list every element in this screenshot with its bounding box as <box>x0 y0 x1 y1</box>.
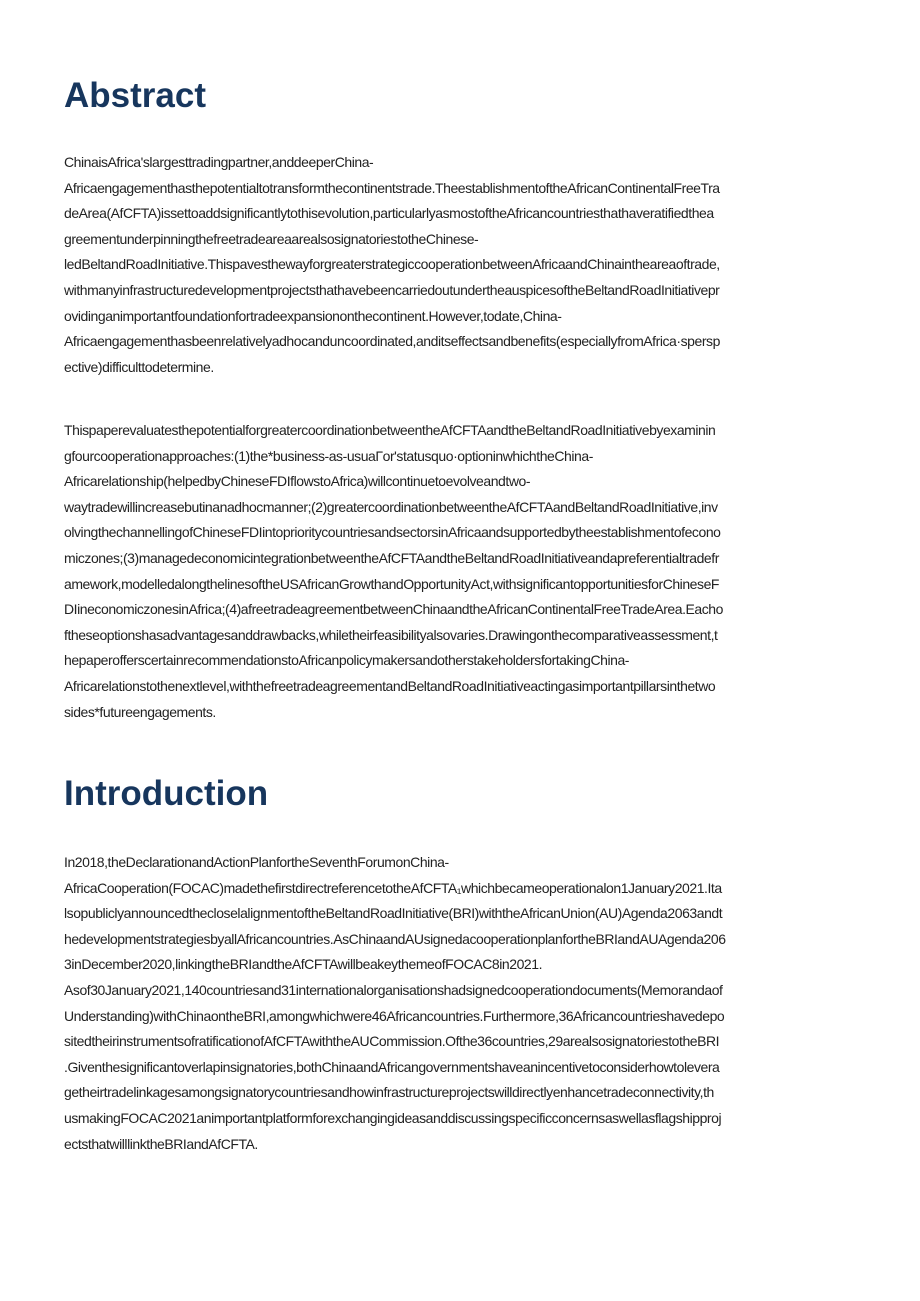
text-line: usmakingFOCAC2021animportantplatformforexchangingideasanddiscussingspecificconcernsaswellasflagshipproj <box>64 1109 722 1126</box>
text-line: withmanyinfrastructuredevelopmentprojectsthathavebeencarriedoutundertheauspicesoftheBeltandRoadInitiativepr <box>64 281 720 298</box>
text-line: greementunderpinningthefreetradeareaarealsosignatoriestotheChinese- <box>64 230 479 247</box>
text-line: ThispaperevaluatesthepotentialforgreatercoordinationbetweentheAfCFTAandtheBeltandRoadInitiativebyexaminin <box>64 422 716 438</box>
text-line: ectsthatwilllinktheBRIandAfCFTA. <box>64 1135 258 1152</box>
text-line: ftheseoptionshasadvantagesanddrawbacks,whiletheirfeasibilityalsovaries.Drawingonthecomparativeassessment,t <box>64 626 718 643</box>
text-line: ChinaisAfrica'slargesttradingpartner,anddeeperChina- <box>64 154 374 170</box>
text-line: lsopubliclyannouncedthecloselalignmentoftheBeltandRoadInitiative(BRI)withtheAfricanUnion(AU)Agenda2063andt <box>64 905 723 922</box>
abstract-paragraph-2 <box>64 418 844 725</box>
introduction-paragraph-1 <box>64 850 844 1157</box>
text-line: DIineconomiczonesinAfrica;(4)afreetradeagreementbetweenChinaandtheAfricanContinentalFreeTradeArea.Eacho <box>64 601 723 618</box>
text-line: Africaengagementhasthepotentialtotransformthecontinentstrade.TheestablishmentoftheAfricanContinentalFreeTra <box>64 179 720 196</box>
text-line: miczones;(3)managedeconomicintegrationbetweentheAfCFTAandtheBeltandRoadInitiativeandapreferentialtradefr <box>64 549 719 566</box>
text-line: Africarelationstothenextlevel,withthefreetradeagreementandBeltandRoadInitiativeactingasimportantpillarsinthetwo <box>64 677 716 694</box>
text-line: Asof30January2021,140countriesand31internationalorganisationshadsignedcooperationdocuments(Memorandaof <box>64 981 723 998</box>
text-line: waytradewillincreasebutinanadhocmanner;(2)greatercoordinationbetweentheAfCFTAandBeltandRoadInitiative,inv <box>64 498 718 515</box>
abstract-heading: Abstract <box>64 76 206 115</box>
text-line: olvingthechannellingofChineseFDIintoprioritycountriesandsectorsinAfricaandsupportedbytheestablishmentofecono <box>64 524 721 541</box>
abstract-paragraph-1 <box>64 150 844 380</box>
text-line: Understanding)withChinaontheBRI,amongwhichwere46Africancountries.Furthermore,36Africancountrieshavedepo <box>64 1007 725 1024</box>
text-line: 3inDecember2020,linkingtheBRIandtheAfCFTAwillbeakeythemeofFOCAC8in2021. <box>64 956 543 973</box>
text-line: In2018,theDeclarationandActionPlanfortheSeventhForumonChina- <box>64 854 449 870</box>
text-line: .Giventhesignificantoverlapinsignatories,bothChinaandAfricangovernmentshaveanincentivetoconsiderhowtolevera <box>64 1058 720 1075</box>
text-line: hedevelopmentstrategiesbyallAfricancountries.AsChinaandAUsignedacooperationplanfortheBRIandAUAgenda206 <box>64 930 726 947</box>
text-line: amework,modelledalongthelinesoftheUSAfricanGrowthandOpportunityAct,withsignificantopportunitiesforChineseF <box>64 575 720 592</box>
text-line: deArea(AfCFTA)issettoaddsignificantlytothisevolution,particularlyasmostoftheAfricancountriesthathaveratifiedthea <box>64 205 714 222</box>
introduction-heading: Introduction <box>64 774 269 813</box>
text-line: gfourcooperationapproaches:(1)the*business-as-usuaΓor'statusquo·optioninwhichtheChina- <box>64 447 593 464</box>
text-line: getheirtradelinkagesamongsignatorycountriesandhowinfrastructureprojectswilldirectlyenhancetradeconnectivity,th <box>64 1084 714 1101</box>
text-line: Africaengagementhasbeenrelativelyadhocanduncoordinated,anditseffectsandbenefits(especiallyfromAfrica·spersp <box>64 333 720 350</box>
text-line: ovidinganimportantfoundationfortradeexpansiononthecontinent.However,todate,China- <box>64 307 562 324</box>
text-line: AfricaCooperation(FOCAC)madethefirstdirectreferencetotheAfCFTA₁whichbecameoperationalon1January2021.Ita <box>64 879 722 896</box>
text-line: sitedtheirinstrumentsofratificationofAfCFTAwiththeAUCommission.Ofthe36countries,29arealsosignatoriestotheBRI <box>64 1033 720 1050</box>
text-line: Africarelationship(helpedbyChineseFDIflowstoAfrica)willcontinuetoevolveandtwo- <box>64 473 531 490</box>
text-line: hepaperofferscertainrecommendationstoAfricanpolicymakersandotherstakeholdersfortakingChina- <box>64 652 630 669</box>
text-line: ective)difficulttodetermine. <box>64 358 214 375</box>
text-line: ledBeltandRoadInitiative.ThispavesthewayforgreaterstrategiccooperationbetweenAfricaandChinaintheareaoftrade, <box>64 256 720 273</box>
text-line: sides*futureengagements. <box>64 703 216 720</box>
